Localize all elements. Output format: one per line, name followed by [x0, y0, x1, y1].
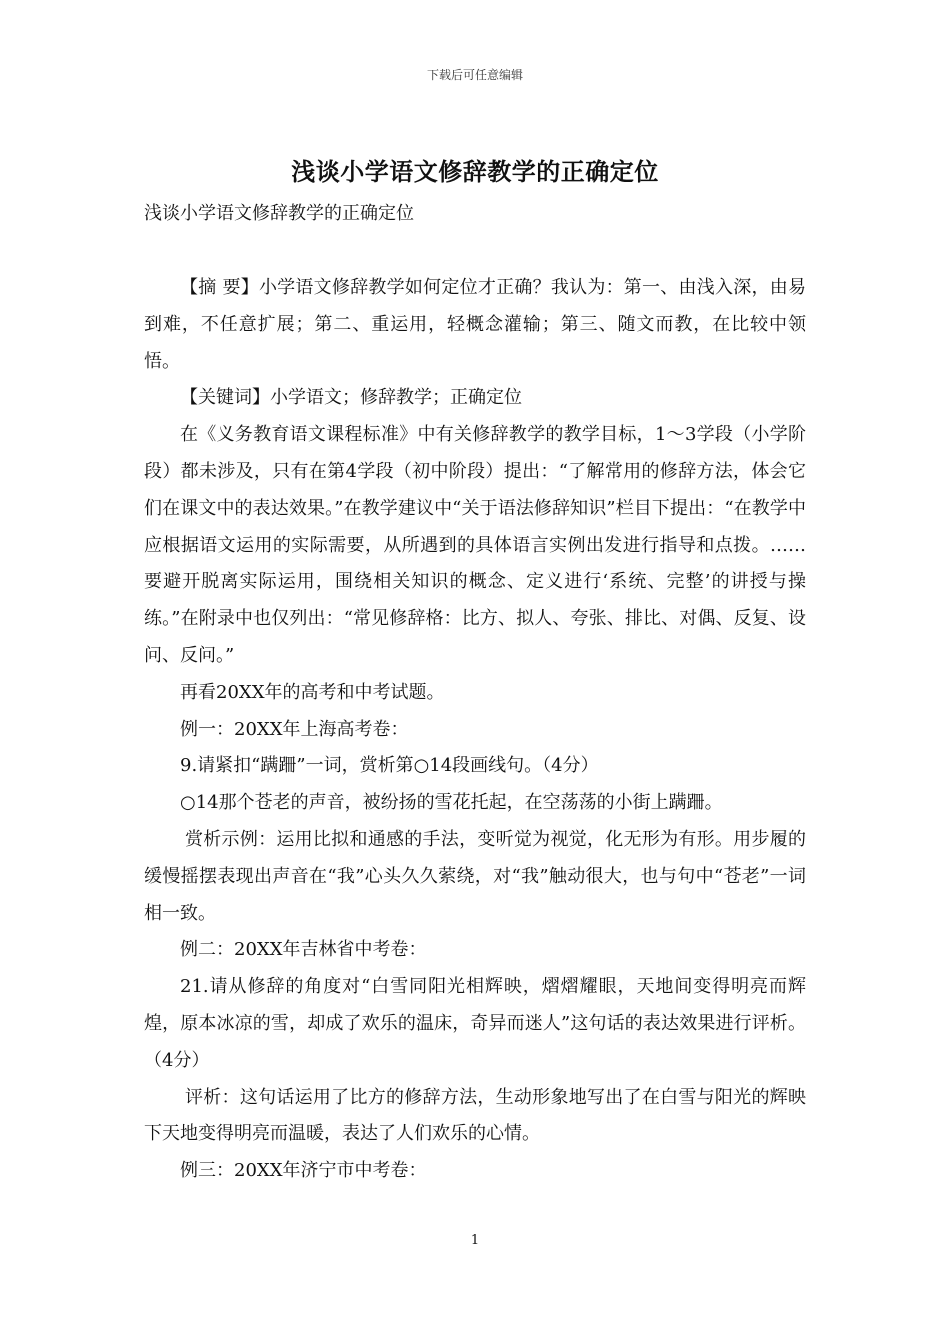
document-body [144, 270, 806, 1190]
question-paragraph: 21.请从修辞的角度对“白雪同阳光相辉映，熠熠耀眼，天地间变得明亮而辉煌，原本冰凉的雪，却成了欢乐的温床，奇异而迷人”这句话的表达效果进行评析。（4分） [144, 976, 806, 1071]
question-paragraph: 9.请紧扣“蹒跚”一词，赏析第○14段画线句。（4分） [180, 755, 599, 777]
abstract-paragraph: 【摘 要】小学语文修辞教学如何定位才正确？我认为：第一、由浅入深，由易到难，不任意扩展；第二、重运用，轻概念灌输；第三、随文而教，在比较中领悟。 [144, 277, 806, 372]
example-heading: 例三：20XX年济宁市中考卷： [180, 1160, 427, 1182]
body-paragraph: 再看20XX年的高考和中考试题。 [180, 681, 445, 703]
analysis-paragraph: 评析：这句话运用了比方的修辞方法，生动形象地写出了在白雪与阳光的辉映下天地变得明亮而温暖，表达了人们欢乐的心情。 [144, 1086, 806, 1145]
document-title: 浅谈小学语文修辞教学的正确定位 [291, 158, 659, 186]
keywords-paragraph: 【关键词】小学语文；修辞教学；正确定位 [180, 387, 522, 409]
document-subtitle: 浅谈小学语文修辞教学的正确定位 [144, 203, 414, 224]
quote-paragraph: ○14那个苍老的声音，被纷扬的雪花托起，在空荡荡的小街上蹒跚。 [180, 792, 723, 814]
page-number: 1 [470, 1233, 480, 1248]
page-header-note: 下载后可任意编辑 [426, 68, 523, 82]
example-heading: 例二：20XX年吉林省中考卷： [180, 939, 427, 961]
analysis-paragraph: 赏析示例：运用比拟和通感的手法，变听觉为视觉，化无形为有形。用步履的缓慢摇摆表现出声音在“我”心头久久萦绕，对“我”触动很大，也与句中“苍老”一词相一致。 [144, 828, 806, 924]
body-paragraph: 在《义务教育语文课程标准》中有关修辞教学的教学目标，1～3学段（小学阶段）都未涉及，只有在第4学段（初中阶段）提出：“了解常用的修辞方法，体会它们在课文中的表达效果。”在教学建议中“关于语法修辞知识”栏目下提出：“在教学中应根据语文运用的实际需要，从所遇到的具体语言实例出发进行指导和点拨。……要避开脱离实际运用，围绕相关知识的概念、定义进行‘系统、完整’的讲授与操练。”在附录中也仅列出：“常见修辞格：比方、拟人、夸张、排比、对偶、反复、设问、反问。” [144, 424, 806, 666]
example-heading: 例一：20XX年上海高考卷： [180, 718, 409, 740]
